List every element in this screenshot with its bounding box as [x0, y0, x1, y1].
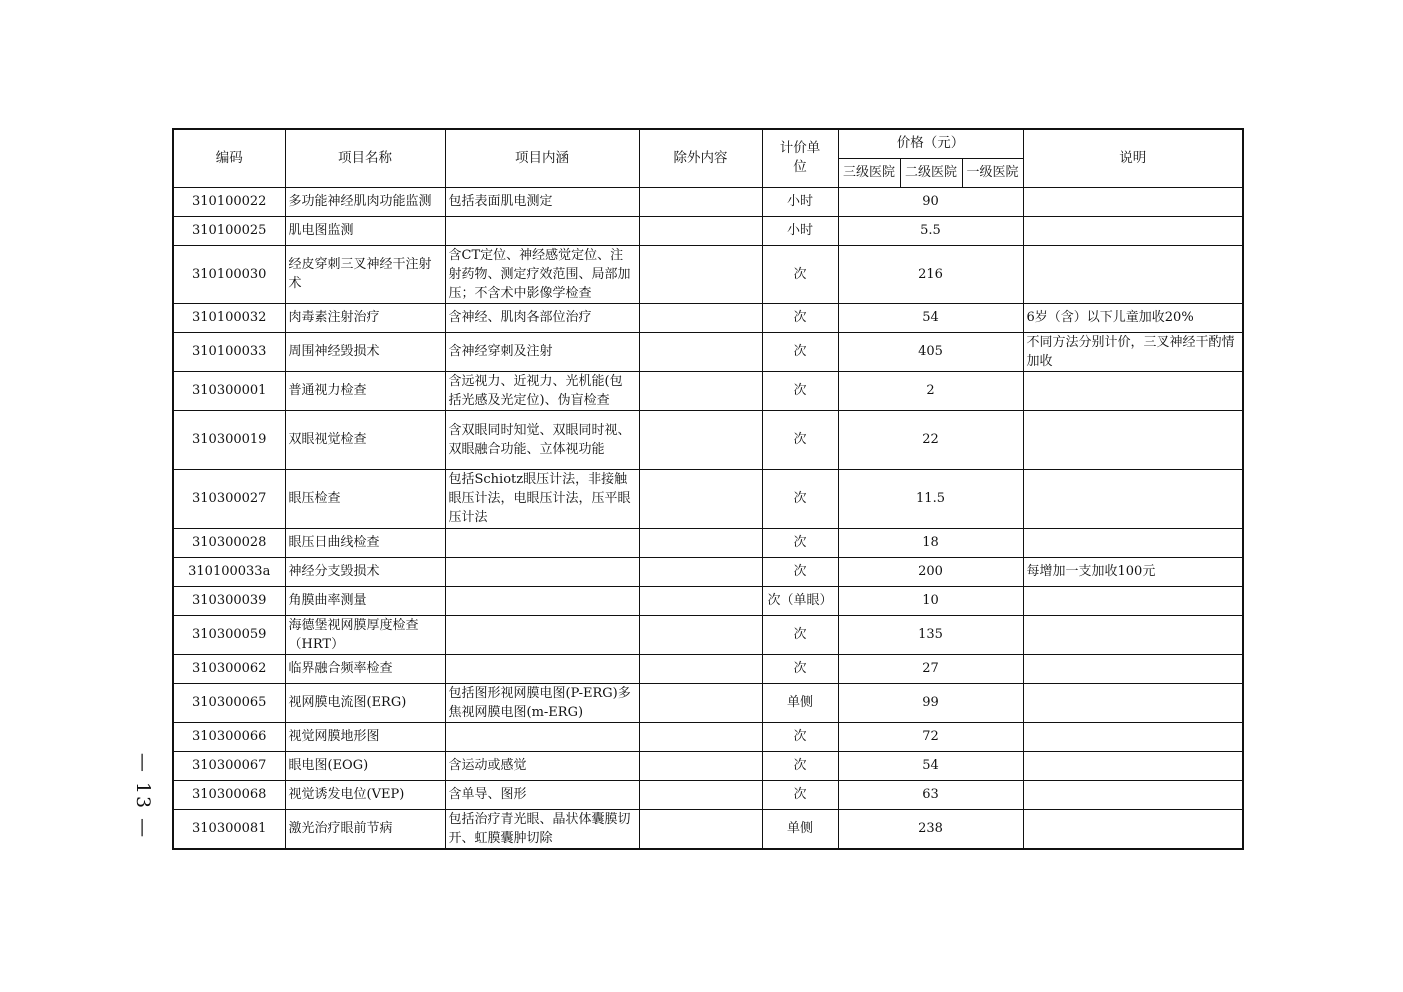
- header-name: 项目名称: [285, 129, 445, 187]
- row-note: [1023, 722, 1243, 751]
- table-row: [173, 332, 1243, 371]
- row-note: [1023, 586, 1243, 615]
- row-name: 海德堡视网膜厚度检查（HRT）: [285, 615, 445, 654]
- row-price: 27: [838, 654, 1023, 683]
- row-exclusions: [639, 410, 762, 469]
- row-name: 多功能神经肌肉功能监测: [285, 187, 445, 216]
- row-price: 72: [838, 722, 1023, 751]
- row-exclusions: [639, 371, 762, 410]
- row-note: [1023, 683, 1243, 722]
- row-exclusions: [639, 216, 762, 245]
- row-unit: 次: [762, 557, 838, 586]
- row-exclusions: [639, 528, 762, 557]
- row-name: 视觉网膜地形图: [285, 722, 445, 751]
- table-row: [173, 216, 1243, 245]
- row-content: 含远视力、近视力、光机能(包括光感及光定位)、伪盲检查: [445, 371, 639, 410]
- row-unit: 次: [762, 245, 838, 303]
- row-exclusions: [639, 751, 762, 780]
- header-tier2: 二级医院: [900, 158, 962, 187]
- row-content: 含神经、肌肉各部位治疗: [445, 303, 639, 332]
- table-row: [173, 245, 1243, 303]
- row-price: 99: [838, 683, 1023, 722]
- row-unit: 次: [762, 469, 838, 528]
- row-unit: 次（单眼）: [762, 586, 838, 615]
- row-content: 含神经穿刺及注射: [445, 332, 639, 371]
- row-name: 神经分支毁损术: [285, 557, 445, 586]
- row-code: 310300066: [173, 722, 285, 751]
- row-exclusions: [639, 683, 762, 722]
- table-row: [173, 809, 1243, 849]
- row-exclusions: [639, 187, 762, 216]
- row-name: 激光治疗眼前节病: [285, 809, 445, 849]
- row-code: 310100033a: [173, 557, 285, 586]
- row-unit: 单侧: [762, 683, 838, 722]
- row-content: 包括治疗青光眼、晶状体囊膜切开、虹膜囊肿切除: [445, 809, 639, 849]
- row-code: 310300027: [173, 469, 285, 528]
- row-content: 包括表面肌电测定: [445, 187, 639, 216]
- row-price: 216: [838, 245, 1023, 303]
- row-note: [1023, 187, 1243, 216]
- table-row: [173, 780, 1243, 809]
- row-exclusions: [639, 557, 762, 586]
- row-exclusions: [639, 654, 762, 683]
- row-code: 310300067: [173, 751, 285, 780]
- row-exclusions: [639, 615, 762, 654]
- row-note: [1023, 615, 1243, 654]
- row-code: 310300039: [173, 586, 285, 615]
- row-note: 6岁（含）以下儿童加收20%: [1023, 303, 1243, 332]
- table-row: [173, 528, 1243, 557]
- row-exclusions: [639, 332, 762, 371]
- page-number: [128, 748, 158, 844]
- table-row: [173, 371, 1243, 410]
- row-price: 405: [838, 332, 1023, 371]
- row-exclusions: [639, 303, 762, 332]
- row-code: 310300068: [173, 780, 285, 809]
- row-exclusions: [639, 780, 762, 809]
- header-tier3: 三级医院: [838, 158, 900, 187]
- row-content: 含双眼同时知觉、双眼同时视、双眼融合功能、立体视功能: [445, 410, 639, 469]
- row-unit: 次: [762, 528, 838, 557]
- row-price: 238: [838, 809, 1023, 849]
- row-content: [445, 722, 639, 751]
- row-unit: 小时: [762, 187, 838, 216]
- row-exclusions: [639, 586, 762, 615]
- row-code: 310300062: [173, 654, 285, 683]
- header-price-group: 价格（元）: [838, 129, 1023, 158]
- row-content: [445, 654, 639, 683]
- row-unit: 单侧: [762, 809, 838, 849]
- price-table: [172, 128, 1244, 850]
- row-note: [1023, 780, 1243, 809]
- row-price: 5.5: [838, 216, 1023, 245]
- row-name: 双眼视觉检查: [285, 410, 445, 469]
- header-exclusions: 除外内容: [639, 129, 762, 187]
- row-name: 角膜曲率测量: [285, 586, 445, 615]
- header-tier1: 一级医院: [962, 158, 1023, 187]
- row-name: 视网膜电流图(ERG): [285, 683, 445, 722]
- header-unit: 计价单位: [762, 129, 838, 187]
- row-unit: 次: [762, 371, 838, 410]
- row-name: 经皮穿刺三叉神经干注射术: [285, 245, 445, 303]
- row-unit: 次: [762, 615, 838, 654]
- header-content: 项目内涵: [445, 129, 639, 187]
- table-row: [173, 469, 1243, 528]
- row-content: 含运动或感觉: [445, 751, 639, 780]
- row-price: 10: [838, 586, 1023, 615]
- table-row: [173, 410, 1243, 469]
- row-price: 63: [838, 780, 1023, 809]
- row-exclusions: [639, 809, 762, 849]
- row-content: [445, 528, 639, 557]
- row-price: 90: [838, 187, 1023, 216]
- row-content: [445, 615, 639, 654]
- table-row: [173, 557, 1243, 586]
- row-unit: 次: [762, 332, 838, 371]
- row-note: [1023, 410, 1243, 469]
- row-code: 310100022: [173, 187, 285, 216]
- row-note: [1023, 245, 1243, 303]
- table-row: [173, 751, 1243, 780]
- row-name: 眼压检查: [285, 469, 445, 528]
- row-name: 临界融合频率检查: [285, 654, 445, 683]
- row-code: 310300028: [173, 528, 285, 557]
- table-row: [173, 654, 1243, 683]
- row-exclusions: [639, 245, 762, 303]
- row-code: 310100030: [173, 245, 285, 303]
- row-price: 54: [838, 751, 1023, 780]
- row-code: 310100025: [173, 216, 285, 245]
- row-name: 肉毒素注射治疗: [285, 303, 445, 332]
- row-exclusions: [639, 722, 762, 751]
- row-note: [1023, 809, 1243, 849]
- row-note: 不同方法分别计价，三叉神经干酌情加收: [1023, 332, 1243, 371]
- row-content: 包括图形视网膜电图(P-ERG)多焦视网膜电图(m-ERG): [445, 683, 639, 722]
- table-row: [173, 615, 1243, 654]
- row-content: [445, 586, 639, 615]
- header-code: 编码: [173, 129, 285, 187]
- table-row: [173, 586, 1243, 615]
- row-code: 310100032: [173, 303, 285, 332]
- row-price: 11.5: [838, 469, 1023, 528]
- row-name: 普通视力检查: [285, 371, 445, 410]
- row-note: [1023, 469, 1243, 528]
- row-content: 包括Schiotz眼压计法，非接触眼压计法，电眼压计法，压平眼压计法: [445, 469, 639, 528]
- row-price: 22: [838, 410, 1023, 469]
- row-content: 含单导、图形: [445, 780, 639, 809]
- row-code: 310300059: [173, 615, 285, 654]
- row-note: [1023, 216, 1243, 245]
- table-body: [173, 187, 1243, 849]
- row-name: 眼电图(EOG): [285, 751, 445, 780]
- row-unit: 次: [762, 722, 838, 751]
- table-row: [173, 722, 1243, 751]
- row-note: [1023, 654, 1243, 683]
- row-price: 200: [838, 557, 1023, 586]
- table-row: [173, 187, 1243, 216]
- table-row: [173, 683, 1243, 722]
- row-content: [445, 216, 639, 245]
- row-price: 2: [838, 371, 1023, 410]
- row-note: [1023, 371, 1243, 410]
- row-content: [445, 557, 639, 586]
- row-code: 310300001: [173, 371, 285, 410]
- row-unit: 次: [762, 780, 838, 809]
- row-note: [1023, 751, 1243, 780]
- table-row: [173, 303, 1243, 332]
- row-unit: 次: [762, 751, 838, 780]
- row-name: 眼压日曲线检查: [285, 528, 445, 557]
- header-note: 说明: [1023, 129, 1243, 187]
- row-price: 54: [838, 303, 1023, 332]
- row-code: 310300065: [173, 683, 285, 722]
- row-unit: 次: [762, 654, 838, 683]
- page-number-text: — 13 —: [132, 752, 155, 840]
- table-header: [173, 129, 1243, 187]
- row-price: 135: [838, 615, 1023, 654]
- row-code: 310300081: [173, 809, 285, 849]
- row-price: 18: [838, 528, 1023, 557]
- row-unit: 次: [762, 303, 838, 332]
- row-name: 周围神经毁损术: [285, 332, 445, 371]
- row-note: 每增加一支加收100元: [1023, 557, 1243, 586]
- row-exclusions: [639, 469, 762, 528]
- row-note: [1023, 528, 1243, 557]
- row-unit: 次: [762, 410, 838, 469]
- row-name: 肌电图监测: [285, 216, 445, 245]
- row-unit: 小时: [762, 216, 838, 245]
- row-code: 310100033: [173, 332, 285, 371]
- row-code: 310300019: [173, 410, 285, 469]
- row-content: 含CT定位、神经感觉定位、注射药物、测定疗效范围、局部加压；不含术中影像学检查: [445, 245, 639, 303]
- row-name: 视觉诱发电位(VEP): [285, 780, 445, 809]
